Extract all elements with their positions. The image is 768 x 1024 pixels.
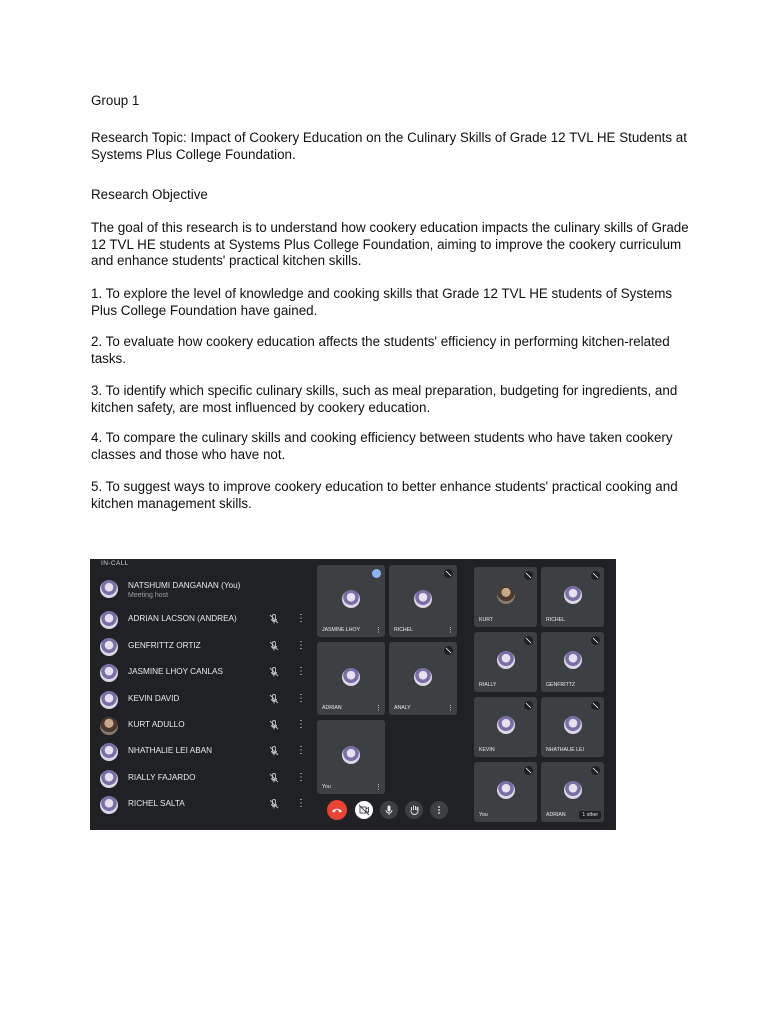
tile-name: JASMINE LHOY — [322, 627, 361, 633]
tile-name: RIALLY — [479, 682, 497, 688]
objective-item: 5. To suggest ways to improve cookery education to better enhance students' practical cooking and kitchen management skills. — [91, 479, 678, 511]
video-tile[interactable] — [317, 642, 385, 715]
avatar — [497, 586, 515, 604]
avatar — [100, 743, 118, 761]
more-options-icon[interactable]: ⋮ — [296, 640, 306, 651]
participant-row[interactable] — [100, 578, 305, 600]
speaking-icon — [372, 569, 381, 578]
more-options-icon[interactable]: ⋮ — [296, 798, 306, 809]
more-options-icon[interactable]: ⋮ — [375, 627, 382, 634]
tile-name: KURT — [479, 617, 494, 623]
objective-item: 4. To compare the culinary skills and cooking efficiency between students who have taken cookery classes and those who have not. — [91, 430, 673, 462]
participant-row[interactable] — [100, 768, 305, 790]
research-topic: Research Topic: Impact of Cookery Education on the Culinary Skills of Grade 12 TVL HE Students at Systems Plus College Foundation. — [91, 130, 687, 162]
participant-row[interactable] — [100, 609, 305, 631]
objective-item: 3. To identify which specific culinary skills, such as meal preparation, budgeting for ingredients, and kitchen safety, are most influenced by cookery education. — [91, 383, 678, 415]
video-tile[interactable] — [474, 567, 537, 627]
video-tile[interactable] — [541, 567, 604, 627]
mic-off-icon — [268, 745, 280, 757]
mic-off-icon — [268, 772, 280, 784]
avatar — [100, 770, 118, 788]
mic-off-icon — [591, 766, 600, 775]
mic-off-icon — [268, 719, 280, 731]
mic-off-icon — [268, 666, 280, 678]
mic-off-icon — [591, 701, 600, 710]
avatar — [100, 664, 118, 682]
avatar — [100, 691, 118, 709]
more-options-icon[interactable]: ⋮ — [296, 666, 306, 677]
video-grid — [312, 559, 462, 830]
video-tile[interactable] — [474, 632, 537, 692]
call-controls — [312, 799, 462, 827]
tile-name: NHATHALIE LEI — [546, 747, 584, 753]
video-tile[interactable] — [474, 762, 537, 822]
video-tile[interactable] — [541, 762, 604, 822]
tile-name: You — [322, 784, 331, 790]
research-goal: The goal of this research is to understand how cookery education impacts the culinary skills of Grade 12 TVL HE students at Systems Plus College Foundation, aiming to improve the cookery curriculum and enhance students' practical kitchen skills. — [91, 220, 689, 268]
mic-button[interactable] — [380, 801, 398, 819]
tile-name: ADRIAN — [322, 705, 342, 711]
more-options-icon[interactable]: ⋮ — [296, 772, 306, 783]
video-grid-secondary — [464, 559, 616, 830]
video-tile[interactable] — [541, 632, 604, 692]
mic-off-icon — [591, 571, 600, 580]
participant-row[interactable] — [100, 741, 305, 763]
participant-row[interactable] — [100, 715, 305, 737]
avatar — [564, 586, 582, 604]
more-options-icon[interactable]: ⋮ — [296, 613, 306, 624]
tile-name: ADRIAN — [546, 812, 566, 818]
participant-row[interactable] — [100, 689, 305, 711]
avatar — [497, 651, 515, 669]
avatar — [100, 796, 118, 814]
mic-off-icon — [268, 640, 280, 652]
participant-name: JASMINE LHOY CANLAS — [128, 667, 223, 676]
participant-name: GENFRITTZ ORTIZ — [128, 641, 201, 650]
meeting-screenshot — [90, 559, 616, 830]
end-call-button[interactable] — [327, 800, 347, 820]
mic-off-icon — [524, 766, 533, 775]
objective-heading: Research Objective — [91, 187, 208, 202]
video-tile[interactable] — [389, 565, 457, 637]
group-label: Group 1 — [91, 93, 140, 108]
tile-name: GENFRITTZ — [546, 682, 576, 688]
tile-name: RICHEL — [546, 617, 566, 623]
more-options-button[interactable] — [430, 801, 448, 819]
participant-row[interactable] — [100, 636, 305, 658]
avatar — [564, 781, 582, 799]
tile-name: RICHEL — [394, 627, 414, 633]
avatar — [564, 651, 582, 669]
participant-row[interactable] — [100, 794, 305, 816]
more-options-icon[interactable]: ⋮ — [447, 705, 454, 712]
video-tile[interactable] — [389, 642, 457, 715]
avatar — [100, 638, 118, 656]
video-tile[interactable] — [474, 697, 537, 757]
video-tile[interactable] — [317, 565, 385, 637]
objective-item: 2. To evaluate how cookery education affects the students' efficiency in performing kitchen-related tasks. — [91, 334, 670, 366]
tile-name: KEVIN — [479, 747, 495, 753]
participant-row[interactable] — [100, 662, 305, 684]
mic-off-icon — [444, 569, 453, 578]
participant-list — [90, 559, 310, 830]
participant-name: RIALLY FAJARDO — [128, 773, 196, 782]
tile-name: You — [479, 812, 488, 818]
participant-name: ADRIAN LACSON (ANDREA) — [128, 614, 237, 623]
mic-off-icon — [268, 613, 280, 625]
avatar — [414, 590, 432, 608]
participant-role: Meeting host — [128, 592, 169, 599]
avatar — [414, 668, 432, 686]
mic-off-icon — [268, 693, 280, 705]
more-options-icon[interactable]: ⋮ — [296, 693, 306, 704]
avatar — [497, 716, 515, 734]
participant-name: NHATHALIE LEI ABAN — [128, 746, 213, 755]
mic-off-icon — [444, 646, 453, 655]
objective-item: 1. To explore the level of knowledge and cooking skills that Grade 12 TVL HE students of Systems Plus College Foundation have gained. — [91, 286, 673, 318]
raise-hand-button[interactable] — [405, 801, 423, 819]
participant-name: KURT ADULLO — [128, 720, 185, 729]
camera-off-button[interactable] — [355, 801, 373, 819]
mic-off-icon — [591, 636, 600, 645]
avatar — [342, 746, 360, 764]
avatar — [100, 611, 118, 629]
more-options-icon[interactable]: ⋮ — [375, 705, 382, 712]
avatar — [564, 716, 582, 734]
participant-name: RICHEL SALTA — [128, 799, 185, 808]
others-badge[interactable]: 1 other — [579, 811, 601, 819]
in-call-label: IN-CALL — [101, 560, 129, 567]
mic-off-icon — [524, 636, 533, 645]
avatar — [342, 668, 360, 686]
more-options-icon[interactable]: ⋮ — [296, 745, 306, 756]
participant-name: NATSHUMI DANGANAN (You) — [128, 581, 241, 590]
avatar — [497, 781, 515, 799]
avatar — [100, 717, 118, 735]
more-options-icon[interactable]: ⋮ — [447, 627, 454, 634]
mic-off-icon — [268, 798, 280, 810]
mic-off-icon — [524, 571, 533, 580]
video-tile[interactable] — [541, 697, 604, 757]
video-tile[interactable] — [317, 720, 385, 794]
tile-name: ANALY — [394, 705, 411, 711]
avatar — [100, 580, 118, 598]
avatar — [342, 590, 360, 608]
more-options-icon[interactable]: ⋮ — [296, 719, 306, 730]
more-options-icon[interactable]: ⋮ — [375, 784, 382, 791]
participant-name: KEVIN DAVID — [128, 694, 180, 703]
mic-off-icon — [524, 701, 533, 710]
